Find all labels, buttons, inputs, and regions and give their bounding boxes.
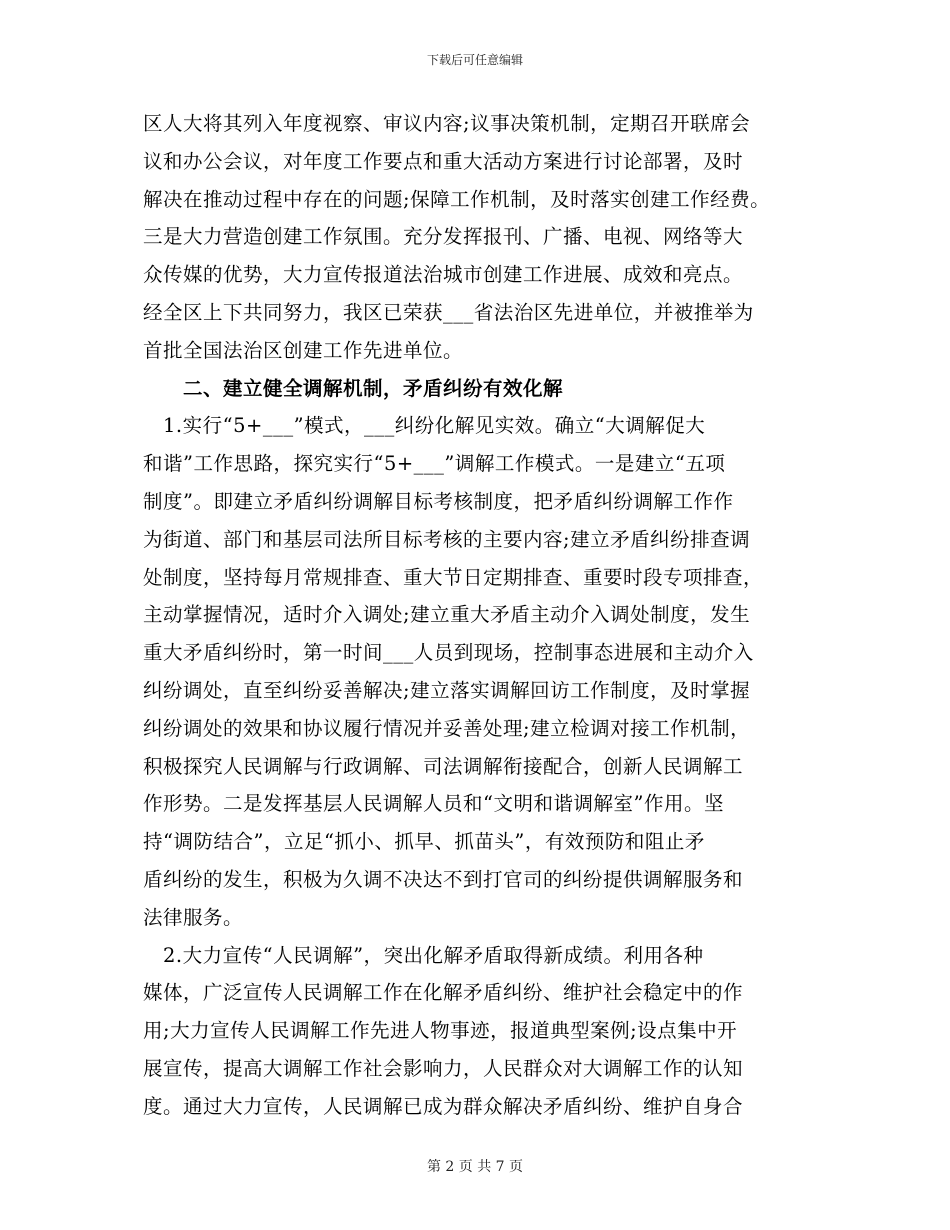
paragraph-start-line: 2.大力宣传“人民调解”，突出化解矛盾取得新成绩。利用各种: [163, 943, 704, 967]
body-line: 媒体，广泛宣传人民调解工作在化解矛盾纠纷、维护社会稳定中的作: [143, 981, 744, 1005]
body-line: 经全区上下共同努力，我区已荣获___省法治区先进单位，并被推举为: [143, 300, 754, 324]
body-line: 盾纠纷的发生，积极为久调不决达不到打官司的纠纷提供调解服务和: [143, 867, 744, 891]
body-line: 处制度，坚持每月常规排查、重大节日定期排查、重要时段专项排查，: [143, 565, 764, 589]
body-line: 和谐”工作思路，探究实行“5+___”调解工作模式。一是建立“五项: [143, 452, 726, 476]
body-line: 区人大将其列入年度视察、审议内容;议事决策机制，定期召开联席会: [143, 112, 751, 135]
body-line: 持“调防结合”，立足“抓小、抓早、抓苗头”，有效预防和阻止矛: [143, 830, 705, 854]
body-line: 制度”。即建立矛盾纠纷调解目标考核制度，把矛盾纠纷调解工作作: [143, 489, 734, 513]
body-line: 积极探究人民调解与行政调解、司法调解衔接配合，创新人民调解工: [143, 754, 744, 778]
body-line: 议和办公会议，对年度工作要点和重大活动方案进行讨论部署，及时: [143, 149, 744, 173]
body-line: 作形势。二是发挥基层人民调解人员和“文明和谐调解室”作用。坚: [143, 792, 724, 816]
body-line: 主动掌握情况，适时介入调处;建立重大矛盾主动介入调处制度，发生: [143, 603, 751, 627]
body-line: 度。通过大力宣传，人民调解已成为群众解决矛盾纠纷、维护自身合: [143, 1094, 744, 1118]
page-footer: 第 2 页 共 7 页: [426, 1159, 524, 1175]
body-line: 首批全国法治区创建工作先进单位。: [143, 338, 464, 362]
body-line: 纠纷调处的效果和协议履行情况并妥善处理;建立检调对接工作机制，: [143, 716, 751, 740]
body-line: 为街道、部门和基层司法所目标考核的主要内容;建立矛盾纠纷排查调: [143, 527, 751, 551]
paragraph-start-line: 1.实行“5+___”模式，___纠纷化解见实效。确立“大调解促大: [163, 414, 706, 438]
body-line: 展宣传，提高大调解工作社会影响力，人民群众对大调解工作的认知: [143, 1056, 744, 1080]
section-heading: 二、建立健全调解机制，矛盾纠纷有效化解: [183, 376, 564, 400]
body-line: 法律服务。: [143, 905, 244, 929]
body-line: 用;大力宣传人民调解工作先进人物事迹，报道典型案例;设点集中开: [143, 1019, 738, 1043]
body-line: 纠纷调处，直至纠纷妥善解决;建立落实调解回访工作制度，及时掌握: [143, 678, 751, 702]
document-body: [143, 105, 823, 1126]
body-line: 众传媒的优势，大力宣传报道法治城市创建工作进展、成效和亮点。: [143, 263, 744, 287]
body-line: 解决在推动过程中存在的问题;保障工作机制，及时落实创建工作经费。: [143, 187, 771, 211]
body-line: 三是大力营造创建工作氛围。充分发挥报刊、广播、电视、网络等大: [143, 225, 744, 249]
page-header: 下载后可任意编辑: [426, 53, 523, 67]
body-line: 重大矛盾纠纷时，第一时间___人员到现场，控制事态进展和主动介入: [143, 641, 754, 665]
